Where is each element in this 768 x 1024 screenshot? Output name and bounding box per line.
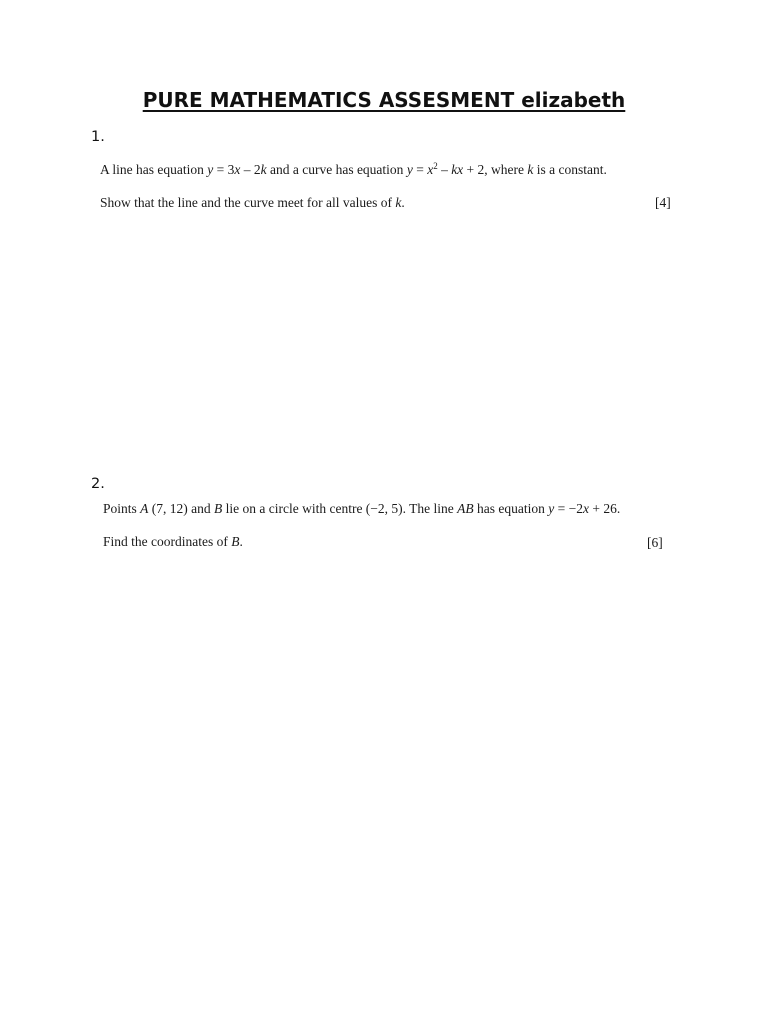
question-2-marks: [6] [647, 535, 663, 550]
question-1-marks: [4] [655, 195, 671, 210]
question-1-task: Show that the line and the curve meet for all values of k. [100, 195, 405, 210]
question-1-number: 1. [91, 129, 105, 145]
question-2-stem: Points A (7, 12) and B lie on a circle with centre (−2, 5). The line AB has equation y = −2x + 26. [103, 501, 621, 516]
question-1-stem: A line has equation y = 3x – 2k and a curve has equation $y = x^2$ – kx + 2, where k is a constant. [100, 161, 607, 177]
question-2-task: Find the coordinates of B. [103, 534, 243, 549]
page-title: PURE MATHEMATICS ASSESMENT elizabeth [142, 88, 626, 112]
question-2-number: 2. [91, 476, 105, 492]
